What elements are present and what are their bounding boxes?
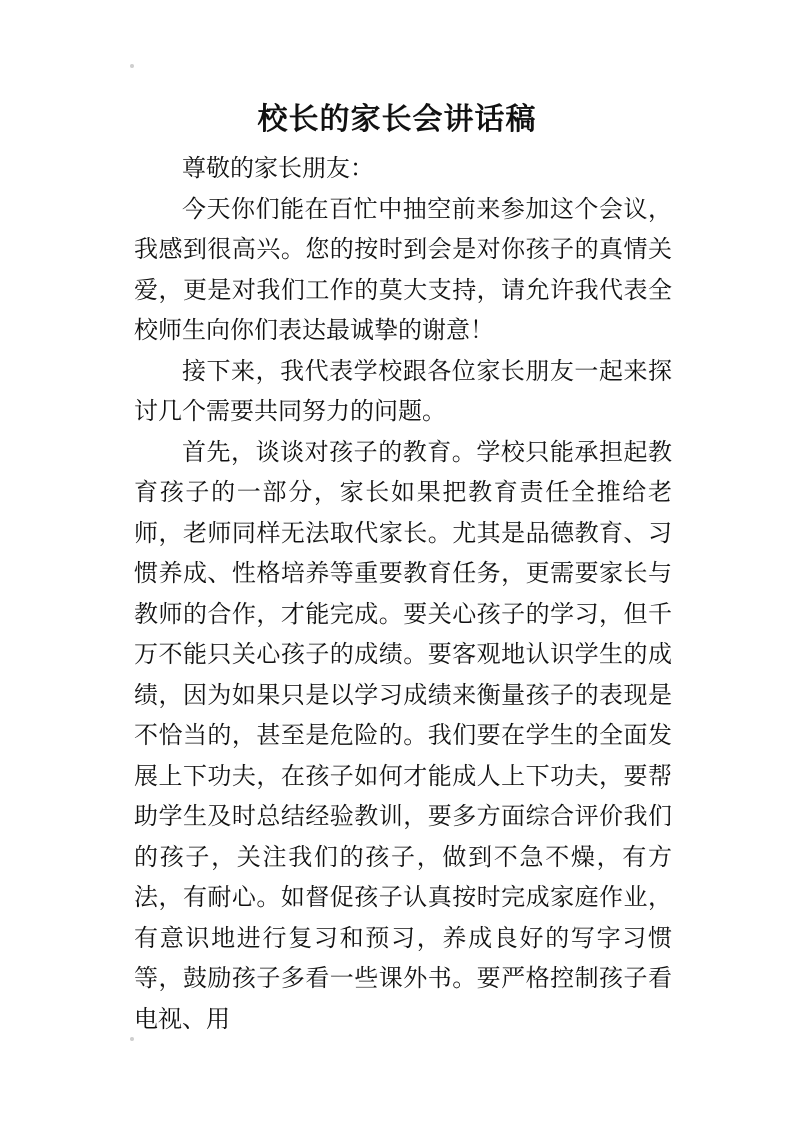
paragraph: 接下来，我代表学校跟各位家长朋友一起来探讨几个需要共同努力的问题。 bbox=[134, 356, 672, 425]
salutation: 尊敬的家长朋友： bbox=[182, 154, 374, 182]
scan-speck bbox=[130, 64, 134, 68]
document-body bbox=[134, 148, 672, 1039]
scan-speck bbox=[130, 1037, 134, 1041]
document-title: 校长的家长会讲话稿 bbox=[257, 102, 537, 137]
paragraph: 首先，谈谈对孩子的教育。学校只能承担起教育孩子的一部分，家长如果把教育责任全推给老师，老师同样无法取代家长。尤其是品德教育、习惯养成、性格培养等重要教育任务，更需要家长与教师的合作，才能完成。要关心孩子的学习，但千万不能只关心孩子的成绩。要客观地认识学生的成绩，因为如果只是以学习成绩来衡量孩子的表现是不恰当的，甚至是危险的。我们要在学生的全面发展上下功夫，在孩子如何才能成人上下功夫，要帮助学生及时总结经验教训，要多方面综合评价我们的孩子，关注我们的孩子，做到不急不燥，有方法，有耐心。如督促孩子认真按时完成家庭作业，有意识地进行复习和预习，养成良好的写字习惯等，鼓励孩子多看一些课外书。要严格控制孩子看电视、用 bbox=[134, 437, 672, 1033]
paragraph: 今天你们能在百忙中抽空前来参加这个会议，我感到很高兴。您的按时到会是对你孩子的真情关爱，更是对我们工作的莫大支持，请允许我代表全校师生向你们表达最诚挚的谢意！ bbox=[134, 194, 672, 344]
